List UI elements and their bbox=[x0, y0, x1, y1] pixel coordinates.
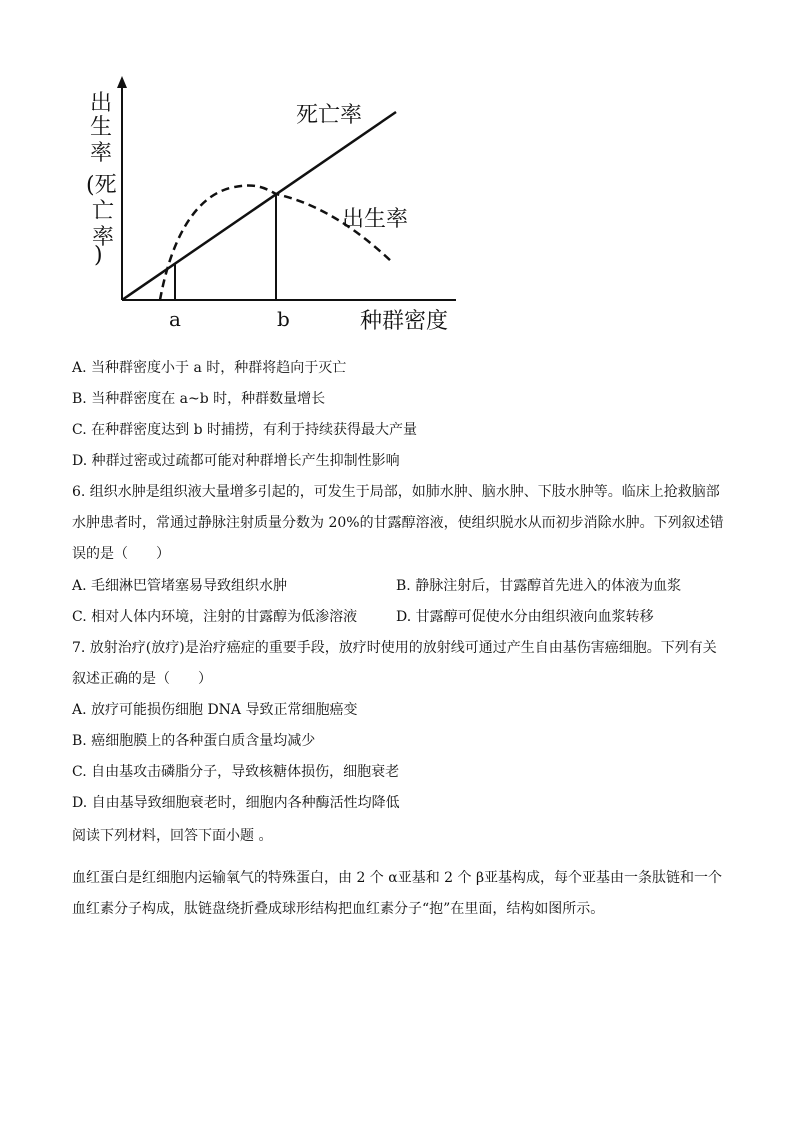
q6-stem-line: 6. 组织水肿是组织液大量增多引起的，可发生于局部，如肺水肿、脑水肿、下肢水肿等。临床上抢救脑部 bbox=[72, 484, 720, 500]
q7-stem-line: 叙述正确的是（ ） bbox=[72, 671, 212, 687]
birth-death-rate-figure bbox=[80, 70, 480, 340]
q6-option-c: C. 相对人体内环境，注射的甘露醇为低渗溶液 bbox=[72, 609, 358, 625]
reading-intro: 阅读下列材料，回答下面小题 。 bbox=[72, 828, 273, 844]
x-axis-label: 种群密度 bbox=[360, 309, 449, 334]
q6-option-d: D. 甘露醇可促使水分由组织液向血浆转移 bbox=[396, 609, 654, 625]
birth-rate-label: 出生率 bbox=[342, 207, 409, 232]
y-axis-label-char: ) bbox=[94, 243, 103, 268]
q7-option-a: A. 放疗可能损伤细胞 DNA 导致正常细胞癌变 bbox=[72, 702, 358, 718]
death-rate-line bbox=[122, 112, 396, 300]
y-axis-label-char: 率 bbox=[92, 225, 115, 250]
q7-option-c: C. 自由基攻击磷脂分子，导致核糖体损伤，细胞衰老 bbox=[72, 764, 400, 780]
q6-option-a: A. 毛细淋巴管堵塞易导致组织水肿 bbox=[72, 578, 288, 594]
y-axis-label-char: 生 bbox=[90, 115, 113, 140]
death-rate-label: 死亡率 bbox=[296, 103, 363, 128]
q5-option-c: C. 在种群密度达到 b 时捕捞，有利于持续获得最大产量 bbox=[72, 422, 417, 438]
y-axis-arrow bbox=[117, 76, 127, 88]
tick-label-a: a bbox=[169, 307, 181, 331]
q5-option-b: B. 当种群密度在 a~b 时，种群数量增长 bbox=[72, 391, 326, 407]
q6-stem-line: 水肿患者时，常通过静脉注射质量分数为 20%的甘露醇溶液，使组织脱水从而初步消除水肿。下列叙述错 bbox=[72, 515, 724, 531]
q7-option-d: D. 自由基导致细胞衰老时，细胞内各种酶活性均降低 bbox=[72, 795, 400, 811]
q5-option-a: A. 当种群密度小于 a 时，种群将趋向于灭亡 bbox=[72, 360, 347, 376]
q7-stem-line: 7. 放射治疗(放疗)是治疗癌症的重要手段，放疗时使用的放射线可通过产生自由基伤害癌细胞。下列有关 bbox=[72, 640, 717, 656]
tick-label-b: b bbox=[277, 307, 290, 331]
material-line: 血红蛋白是红细胞内运输氧气的特殊蛋白，由 2 个 α亚基和 2 个 β亚基构成，每个亚基由一条肽链和一个 bbox=[72, 870, 723, 886]
q6-option-b: B. 静脉注射后，甘露醇首先进入的体液为血浆 bbox=[396, 578, 682, 594]
y-axis-label-char: 出 bbox=[90, 91, 113, 116]
y-axis-label-char: 率 bbox=[90, 141, 113, 166]
material-line: 血红素分子构成，肽链盘绕折叠成球形结构把血红素分子“抱”在里面，结构如图所示。 bbox=[72, 901, 605, 917]
y-axis-label-char: 亡 bbox=[92, 199, 115, 224]
y-axis-label-char: (死 bbox=[86, 173, 117, 198]
q5-option-d: D. 种群过密或过疏都可能对种群增长产生抑制性影响 bbox=[72, 453, 400, 469]
q6-stem-line: 误的是（ ） bbox=[72, 546, 170, 562]
q7-option-b: B. 癌细胞膜上的各种蛋白质含量均减少 bbox=[72, 733, 316, 749]
